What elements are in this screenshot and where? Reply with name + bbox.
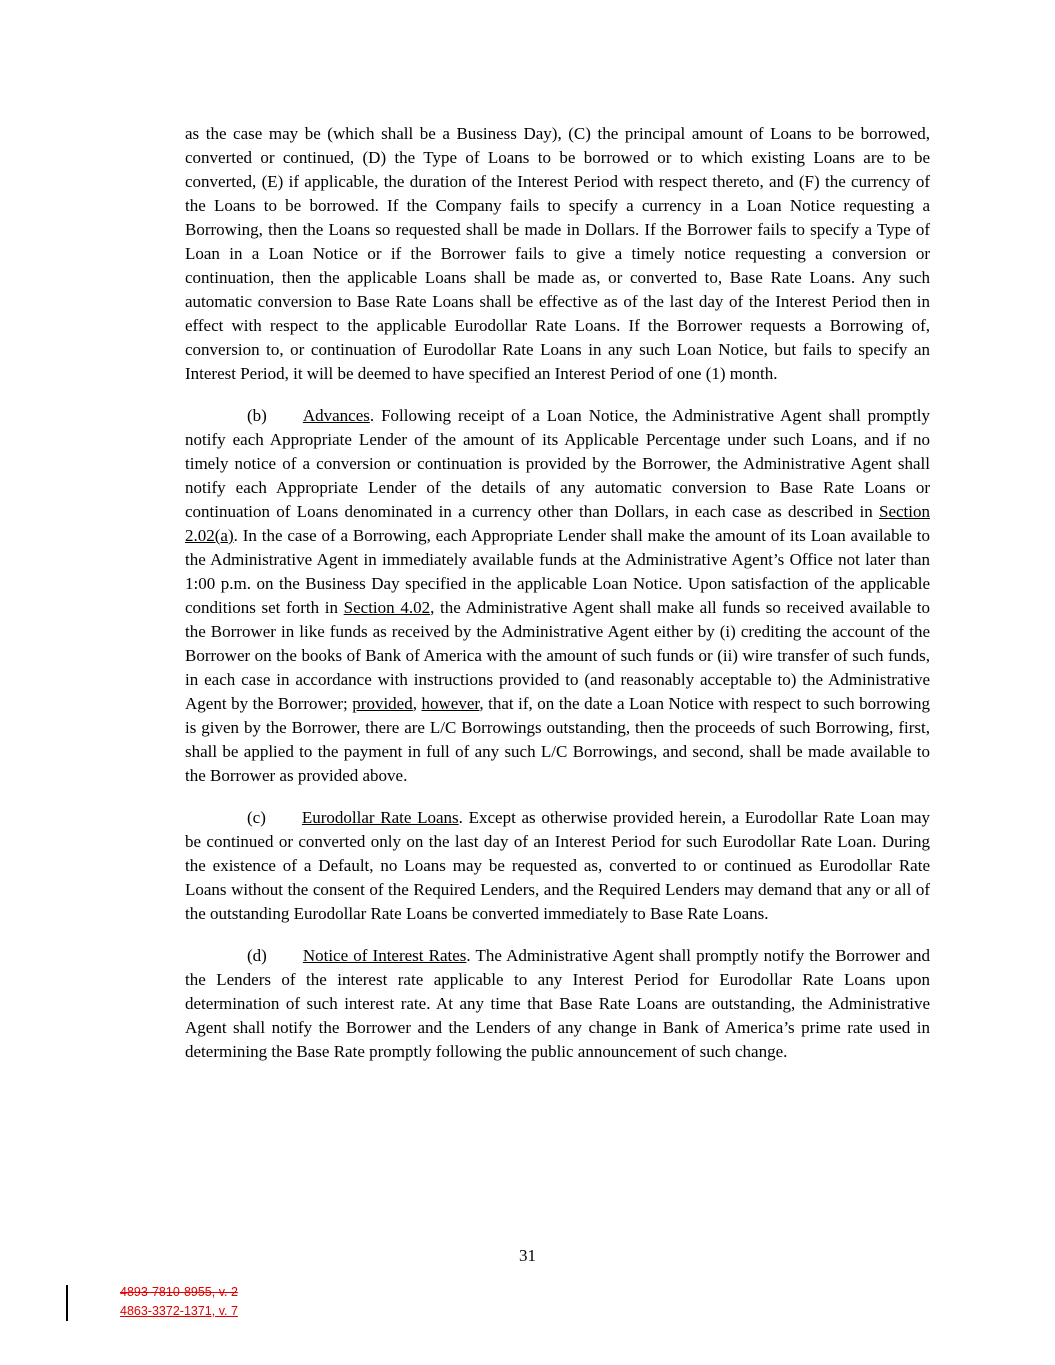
text-run: , the Administrative Agent shall make all funds so received available to the Borrower in like funds as received by the Administrative Agent either by (i) crediting the account of the Borrower on the books of Bank of America with the amount of such funds or (ii) wire transfer of such funds, in each case in accordance with instructions provided to (and reasonably acceptable to) the Administrative Agent by the Borrower; <box>185 598 931 713</box>
paragraph <box>185 122 930 386</box>
text-run: (b) <box>247 406 267 425</box>
revision-footer <box>120 1283 238 1321</box>
text-run: , that if, on the date a Loan Notice with respect to such borrowing is given by the Borrower, there are L/C Borrowings outstanding, then the proceeds of such Borrowing, first, shall be applied to the payment in full of any such L/C Borrowings, and second, shall be made available to the Borrower as provided above. <box>185 694 930 785</box>
revision-id-current: 4863-3372-1371, v. 7 <box>120 1304 238 1318</box>
paragraph <box>185 944 930 1064</box>
text-run: as the case may be (which shall be a Business Day), (C) the principal amount of Loans to be borrowed, converted or continued, (D) the Type of Loans to be borrowed or to which existing Loans are to be converted, (E) if applicable, the duration of the Interest Period with respect thereto, and (F) the currency of the Loans to be borrowed. If the Company fails to specify a currency in a Loan Notice requesting a Borrowing, then the Loans so requested shall be made in Dollars. If the Borrower fails to specify a Type of Loan in a Loan Notice or if the Borrower fails to give a timely notice requesting a conversion or continuation, then the applicable Loans shall be made as, or converted to, Base Rate Loans. Any such automatic conversion to Base Rate Loans shall be effective as of the last day of the Interest Period then in effect with respect to the applicable Eurodollar Rate Loans. If the Borrower requests a Borrowing of, conversion to, or continuation of Eurodollar Rate Loans in any such Loan Notice, but fails to specify an Interest Period, it will be deemed to have specified an Interest Period of one (1) month. <box>185 124 930 383</box>
underlined-text: Section 4.02 <box>343 598 431 617</box>
underlined-text: however <box>421 694 480 713</box>
paragraph <box>185 404 930 788</box>
paragraph <box>185 806 930 926</box>
text-run: (c) <box>247 808 266 827</box>
document-body <box>185 122 930 1082</box>
underlined-text: Section 2.02(a) <box>185 502 930 545</box>
page-number: 31 <box>519 1246 536 1265</box>
underlined-text: provided <box>352 694 413 713</box>
text-run: . In the case of a Borrowing, each Appropriate Lender shall make the amount of its Loan available to the Administrative Agent in immediately available funds at the Administrative Agent’s Office not later than 1:00 p.m. on the Business Day specified in the applicable Loan Notice. Upon satisfaction of the applicable conditions set forth in <box>185 526 930 617</box>
text-run: , <box>412 694 422 713</box>
underlined-text: Notice of Interest Rates <box>302 946 467 965</box>
text-run: . Following receipt of a Loan Notice, the Administrative Agent shall promptly notify each Appropriate Lender of the amount of its Applicable Percentage under such Loans, and if no timely notice of a conversion or continuation is provided by the Borrower, the Administrative Agent shall notify each Appropriate Lender of the details of any automatic conversion to Base Rate Loans or continuation of Loans denominated in a currency other than Dollars, in each case as described in <box>185 406 930 521</box>
text-run: (d) <box>247 946 267 965</box>
text-run: . Except as otherwise provided herein, a Eurodollar Rate Loan may be continued or converted only on the last day of an Interest Period for such Eurodollar Rate Loan. During the existence of a Default, no Loans may be requested as, converted to or continued as Eurodollar Rate Loans without the consent of the Required Lenders, and the Required Lenders may demand that any or all of the outstanding Eurodollar Rate Loans be converted immediately to Base Rate Loans. <box>185 808 930 923</box>
underlined-text: Advances <box>302 406 370 425</box>
revision-id-deleted: 4893-7810-8955, v. 2 <box>120 1285 238 1299</box>
revision-change-bar <box>66 1285 68 1321</box>
text-run: . The Administrative Agent shall promptly notify the Borrower and the Lenders of the interest rate applicable to any Interest Period for Eurodollar Rate Loans upon determination of such interest rate. At any time that Base Rate Loans are outstanding, the Administrative Agent shall notify the Borrower and the Lenders of any change in Bank of America’s prime rate used in determining the Base Rate promptly following the public announcement of such change. <box>185 946 931 1061</box>
underlined-text: Eurodollar Rate Loans <box>301 808 459 827</box>
